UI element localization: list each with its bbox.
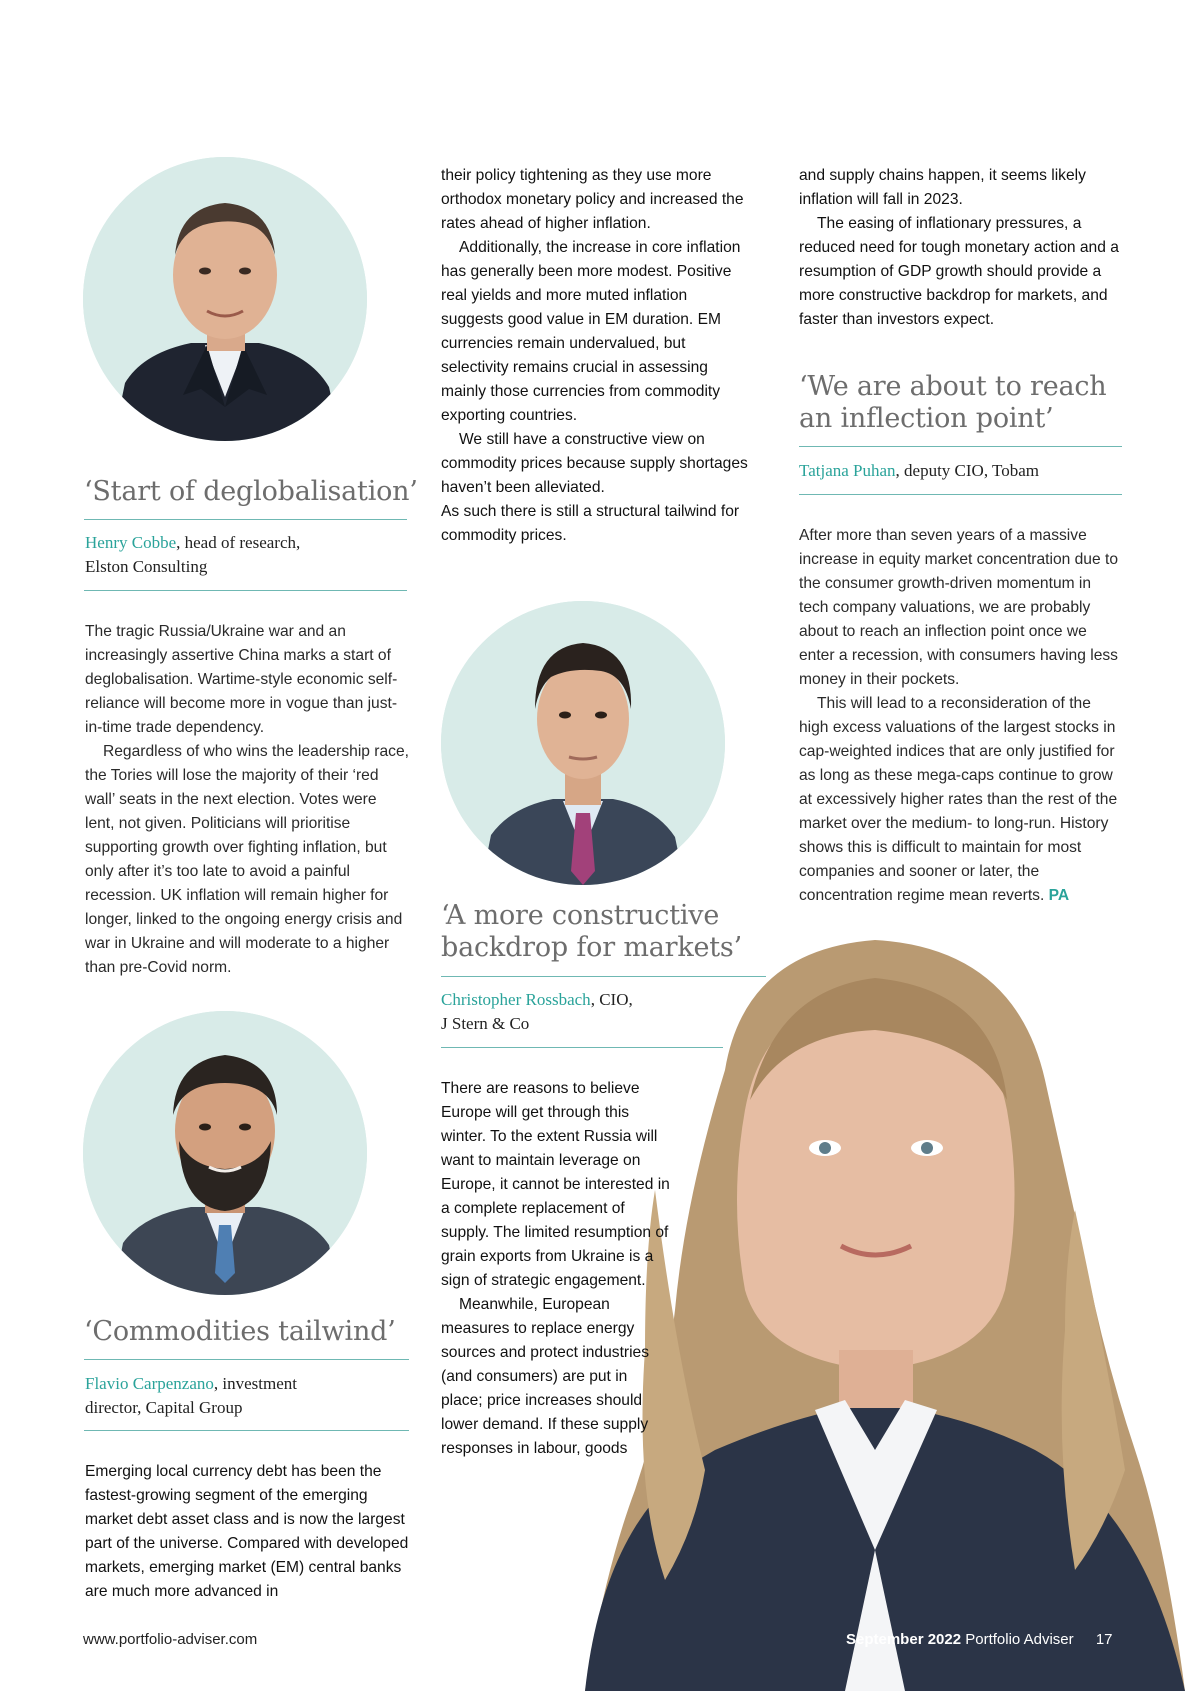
- paragraph: their policy tightening as they use more orthodox monetary policy and increased the rates ahead of higher inflation.: [441, 167, 744, 232]
- portrait-henry-cobbe: [83, 157, 367, 441]
- paragraph: The easing of inflationary pressures, a reduced need for tough monetary action and a resumption of GDP growth should provide a more constructive backdrop for markets, and faster than investors expect.: [799, 215, 1119, 328]
- heading-line: backdrop for markets’: [441, 932, 742, 963]
- byline-tatjana-puhan: [799, 459, 1119, 483]
- issue-date: September 2022: [846, 1631, 962, 1648]
- byline-rule: [84, 590, 407, 591]
- body-text-inflection-point: [799, 524, 1124, 908]
- magazine-title: Portfolio Adviser: [961, 1631, 1074, 1648]
- author-company: director, Capital Group: [85, 1398, 243, 1417]
- author-name: Flavio Carpenzano: [85, 1374, 214, 1393]
- author-name: Tatjana Puhan: [799, 461, 896, 480]
- heading-rule: [84, 519, 407, 520]
- author-role: , head of research,: [176, 533, 301, 552]
- byline-flavio-carpenzano: [85, 1372, 405, 1420]
- byline-rule: [799, 494, 1122, 495]
- footer-issue: [846, 1630, 1113, 1650]
- paragraph: As such there is still a structural tailwind for commodity prices.: [441, 503, 740, 544]
- heading-rule: [799, 446, 1122, 447]
- page-number: 17: [1095, 1631, 1113, 1648]
- heading-rule: [84, 1359, 409, 1360]
- author-role: , investment: [213, 1374, 297, 1393]
- section-heading-commodities: ‘Commodities tailwind’: [84, 1316, 396, 1347]
- portrait-christopher-rossbach: [441, 601, 725, 885]
- paragraph: We still have a constructive view on commodity prices because supply shortages haven’t been alleviated.: [441, 431, 748, 496]
- author-name: Christopher Rossbach: [441, 990, 591, 1009]
- body-text-deglobalisation: [85, 620, 410, 980]
- body-text-commodities: [85, 1460, 415, 1604]
- section-heading-deglobalisation: ‘Start of deglobalisation’: [84, 476, 418, 507]
- paragraph: The tragic Russia/Ukraine war and an increasingly assertive China marks a start of deglobalisation. Wartime-style economic self-reliance will become more in vogue than just-in-time trade dependency.: [85, 623, 398, 736]
- portrait-flavio-carpenzano: [83, 1011, 367, 1295]
- author-company: Elston Consulting: [85, 557, 208, 576]
- body-text-constructive-continued: [799, 164, 1119, 332]
- paragraph: Regardless of who wins the leadership race, the Tories will lose the majority of their ‘red wall’ seats in the next election. Votes were lent, not given. Politicians will prioritise supporting growth over fighting inflation, but only after it’s too late to avoid a painful recession. UK inflation will remain higher for longer, linked to the ongoing energy crisis and war in Ukraine and will moderate to a higher than pre-Covid norm.: [85, 743, 409, 976]
- paragraph: [799, 692, 1124, 908]
- author-role: , CIO,: [590, 990, 633, 1009]
- paragraph: and supply chains happen, it seems likely inflation will fall in 2023.: [799, 167, 1086, 208]
- body-text-constructive-backdrop: [441, 1077, 671, 1461]
- paragraph: Emerging local currency debt has been the fastest-growing segment of the emerging market debt asset class and is now the largest part of the universe. Compared with developed markets, emerging market (EM) central banks are much more advanced in: [85, 1463, 409, 1600]
- author-company: J Stern & Co: [441, 1014, 530, 1033]
- paragraph-text: This will lead to a reconsideration of the high excess valuations of the largest stocks in cap-weighted indices that are only justified for as long as these mega-caps continue to grow at excessively higher rates than the rest of the market over the medium- to long-run. History shows this is difficult to maintain for most companies and sooner or later, the concentration regime mean reverts.: [799, 695, 1118, 904]
- body-text-commodities-continued: [441, 164, 753, 548]
- paragraph: Additionally, the increase in core inflation has generally been more modest. Positive real yields and more muted inflation suggests good value in EM duration. EM currencies remain undervalued, but selectivity remains crucial in assessing mainly those currencies from commodity exporting countries.: [441, 239, 741, 424]
- byline-henry-cobbe: [85, 531, 405, 579]
- footer-website: www.portfolio-adviser.com: [83, 1631, 258, 1648]
- end-mark: PA: [1048, 887, 1070, 904]
- byline-rule: [84, 1430, 409, 1431]
- heading-line: an inflection point’: [799, 403, 1054, 434]
- paragraph: Meanwhile, European measures to replace energy sources and protect industries (and consumers) are put in place; price increases should lower demand. If these supply responses in labour, goods: [441, 1296, 650, 1457]
- author-name: Henry Cobbe: [85, 533, 177, 552]
- heading-line: ‘A more constructive: [441, 900, 720, 931]
- paragraph: There are reasons to believe Europe will get through this winter. To the extent Russia will want to maintain leverage on Europe, it cannot be interested in a complete replacement of supply. The limited resumption of grain exports from Ukraine is a sign of strategic engagement.: [441, 1080, 670, 1289]
- section-heading-inflection-point: [799, 371, 1129, 435]
- paragraph: After more than seven years of a massive increase in equity market concentration due to the consumer growth-driven momentum in tech company valuations, we are probably about to reach an inflection point once we enter a recession, with consumers having less money in their pockets.: [799, 527, 1118, 688]
- heading-line: ‘We are about to reach: [799, 371, 1107, 402]
- author-role: , deputy CIO, Tobam: [895, 461, 1039, 480]
